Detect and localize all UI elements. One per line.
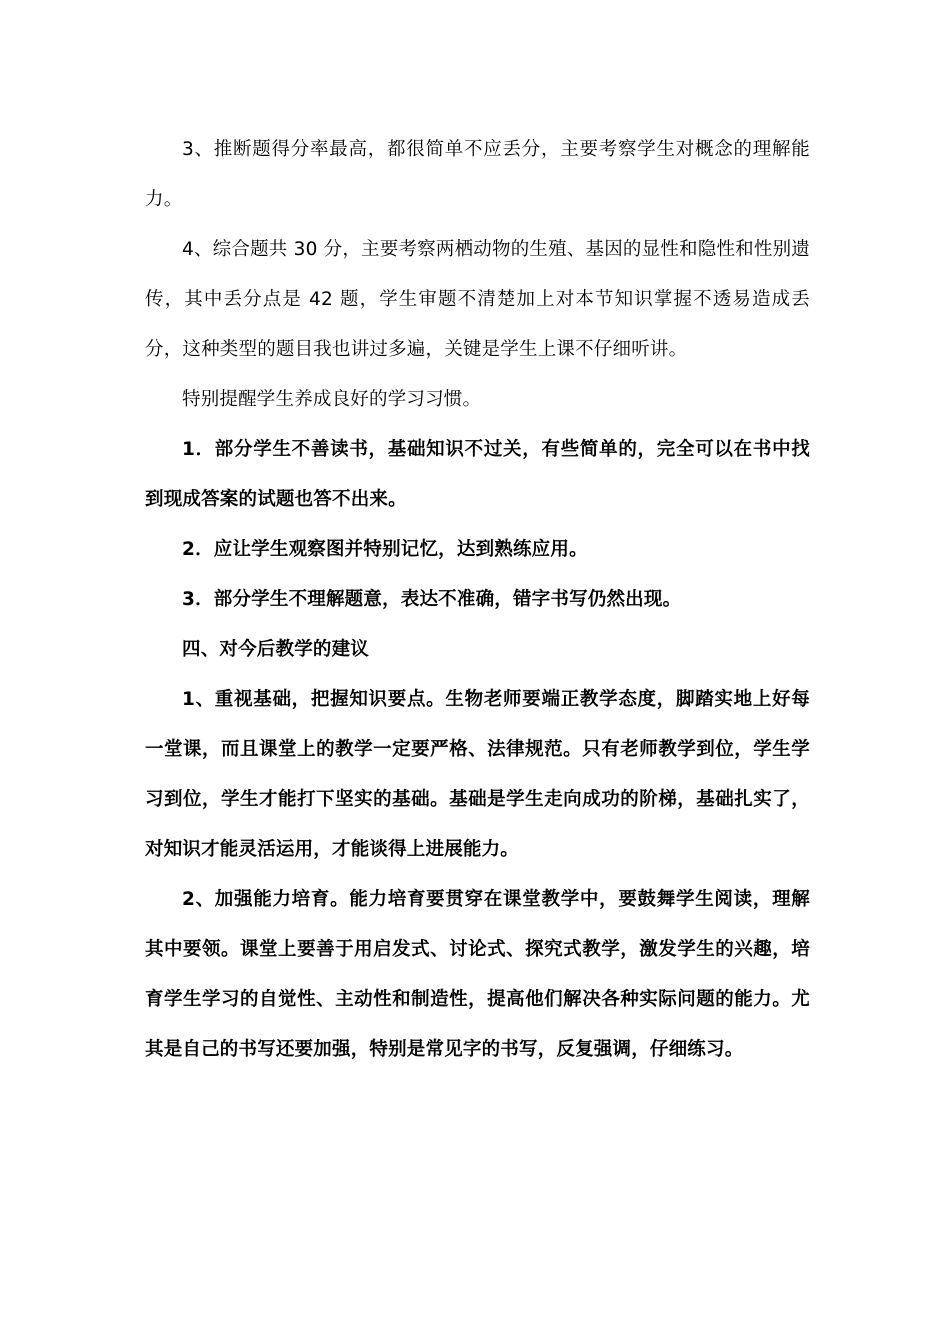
paragraph-issue-comprehension: 3．部分学生不理解题意，表达不准确，错字书写仍然出现。 <box>182 589 682 610</box>
section-heading-suggestions: 四、对今后教学的建议 <box>182 639 370 660</box>
paragraph-suggestion-ability: 2、加强能力培育。能力培育要贯穿在课堂教学中，要鼓舞学生阅读，理解其中要领。课堂上要善于用启发式、讨论式、探究式教学，激发学生的兴趣，培育学生学习的自觉性、主动性和制造性，提高他们解决各种实际问题的能力。尤其是自己的书写还要加强，特别是常见字的书写，反复强调，仔细练习。 <box>145 889 810 1060</box>
paragraph-issue-observation: 2．应让学生观察图并特别记忆，达到熟练应用。 <box>182 539 588 560</box>
paragraph-study-habits-reminder: 特别提醒学生养成良好的学习习惯。 <box>182 389 482 410</box>
paragraph-suggestion-foundation: 1、重视基础，把握知识要点。生物老师要端正教学态度，脚踏实地上好每一堂课，而且课堂上的教学一定要严格、法律规范。只有老师教学到位，学生学习到位，学生才能打下坚实的基础。基础是学生走向成功的阶梯，基础扎实了，对知识才能灵活运用，才能谈得上进展能力。 <box>145 689 810 860</box>
paragraph-issue-reading: 1．部分学生不善读书，基础知识不过关，有些简单的，完全可以在书中找到现成答案的试题也答不出来。 <box>145 439 810 510</box>
paragraph-inference-questions: 3、推断题得分率最高，都很简单不应丢分，主要考察学生对概念的理解能力。 <box>145 139 810 210</box>
paragraph-comprehensive-questions: 4、综合题共 30 分，主要考察两栖动物的生殖、基因的显性和隐性和性别遗传，其中丢分点是 42 题，学生审题不清楚加上对本节知识掌握不透易造成丢分，这种类型的题目我也讲过多遍，关键是学生上课不仔细听讲。 <box>145 239 810 360</box>
